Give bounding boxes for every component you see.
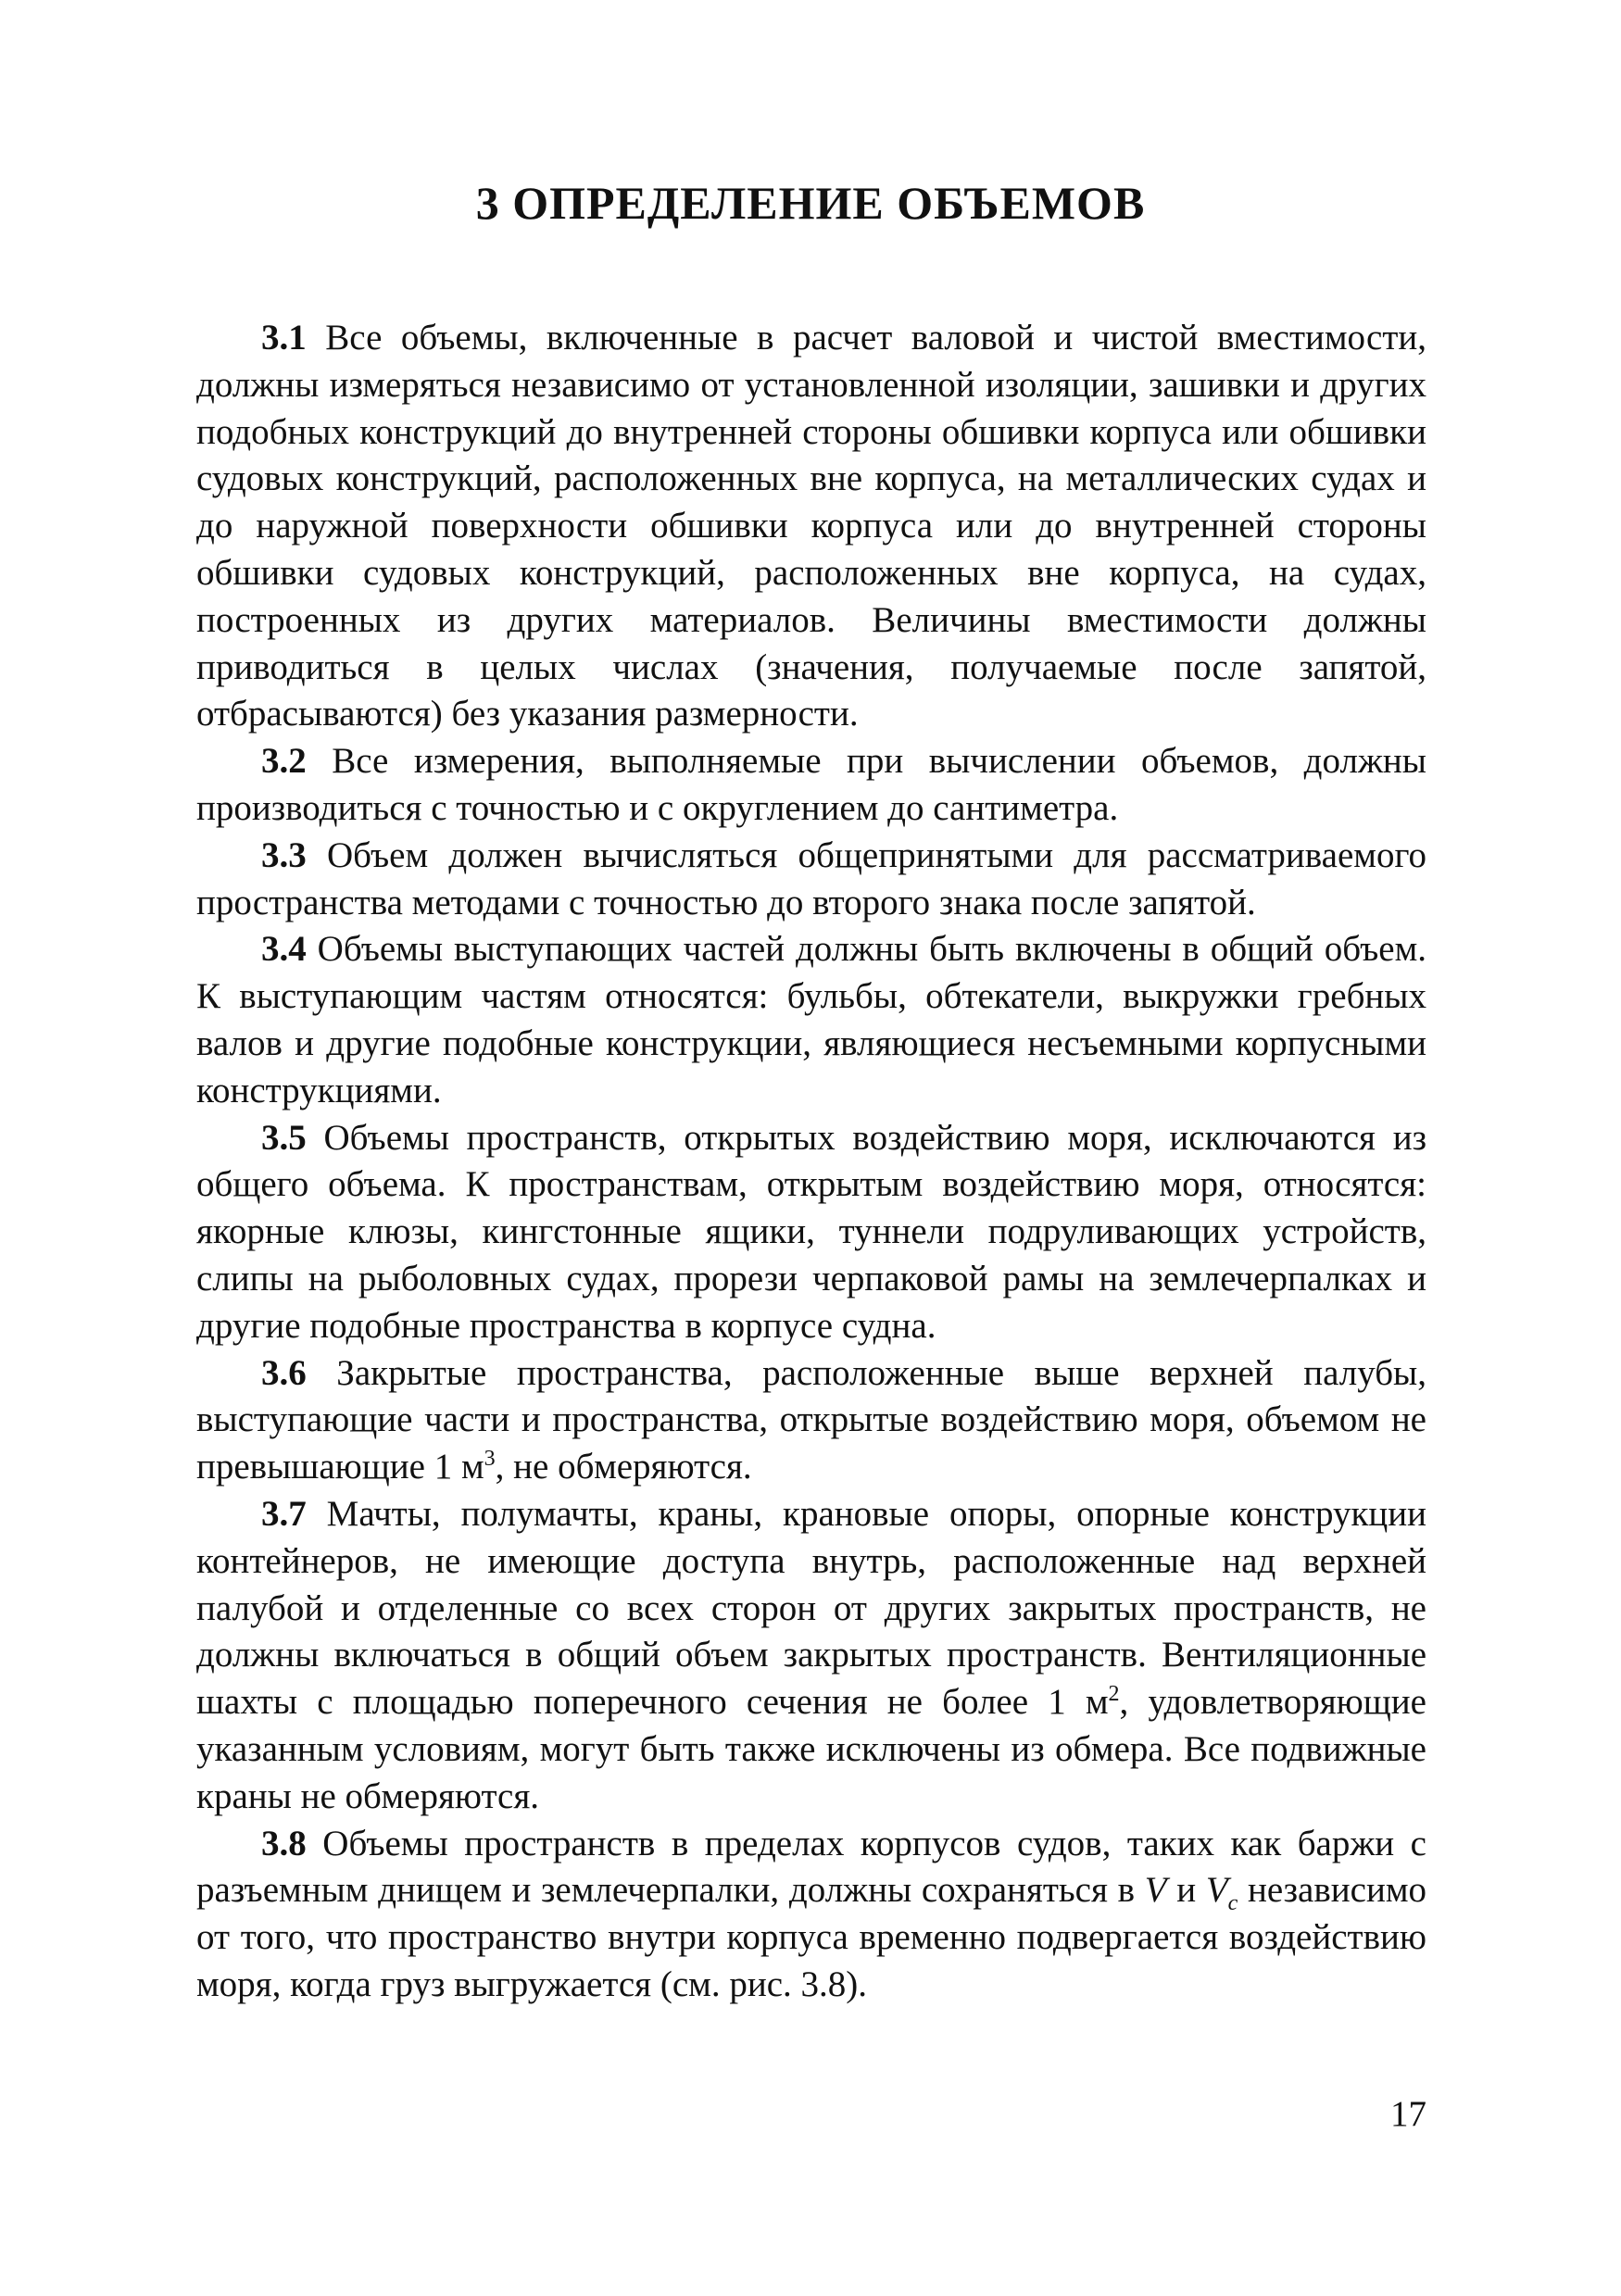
paragraph-3-2 xyxy=(196,738,1426,833)
section-title: 3 ОПРЕДЕЛЕНИЕ ОБЪЕМОВ xyxy=(475,177,1146,229)
paragraph-number: 3.5 xyxy=(261,1117,307,1158)
paragraph-3-6 xyxy=(196,1350,1426,1491)
paragraph-number: 3.7 xyxy=(261,1493,307,1534)
conjunction-text: и xyxy=(1166,1870,1206,1911)
volume-symbol-v: V xyxy=(1144,1870,1167,1911)
paragraph-text-end: , не обмеряются. xyxy=(495,1447,752,1487)
paragraph-number: 3.8 xyxy=(261,1823,307,1863)
paragraph-text-end: , удовлетворяющие указанным условиям, могут быть также исключены из обмера. Все подвижные краны не обмеряются. xyxy=(196,1682,1426,1816)
paragraph-3-5 xyxy=(196,1115,1426,1350)
paragraph-number: 3.4 xyxy=(261,929,307,970)
volume-symbol-vc: V xyxy=(1205,1870,1228,1911)
paragraph-text: Объемы выступающих частей должны быть включены в общий объем. К выступающим частям относятся: бульбы, обтекатели, выкружки гребных валов и другие подобные конструкции, являющиеся несъемными корпусными конструкциями. xyxy=(196,929,1427,1110)
paragraph-number: 3.6 xyxy=(261,1352,307,1393)
paragraph-3-8 xyxy=(196,1821,1426,2009)
unit-exponent: 2 xyxy=(1108,1682,1120,1707)
volume-symbol-subscript: c xyxy=(1227,1891,1238,1916)
paragraph-3-3 xyxy=(196,833,1426,927)
paragraph-text: Объемы пространств, открытых воздействию моря, исключаются из общего объема. К пространствам, открытым воздействию моря, относятся: якорные клюзы, кингстонные ящики, туннели подруливающих устройств, слипы на рыболовных судах, прорези черпаковой рамы на землечерпалках и другие подобные пространства в корпусе судна. xyxy=(196,1117,1427,1346)
paragraph-text: Объемы пространств в пределах корпусов судов, таких как баржи с разъемным днищем и землечерпалки, должны сохраняться в xyxy=(196,1823,1426,1911)
paragraph-3-4 xyxy=(196,926,1426,1114)
paragraph-3-7 xyxy=(196,1491,1426,1821)
page-number: 17 xyxy=(1390,2094,1426,2134)
paragraph-number: 3.3 xyxy=(261,834,307,875)
paragraph-number: 3.1 xyxy=(261,318,307,358)
paragraph-text: Мачты, полумачты, краны, крановые опоры, опорные конструкции контейнеров, не имеющие доступа внутрь, расположенные над верхней палубой и отделенные со всех сторон от других закрытых пространств, не должны включаться в общий объем закрытых пространств. Вентиляционные шахты с площадью поперечного сечения не более 1 м xyxy=(196,1493,1427,1723)
section-body xyxy=(196,315,1426,2009)
paragraph-text: Все измерения, выполняемые при вычислении объемов, должны производиться с точностью и с округлением до сантиметра. xyxy=(196,741,1426,828)
paragraph-text: Закрытые пространства, расположенные выше верхней палубы, выступающие части и пространства, открытые воздействию моря, объемом не превышающие 1 м xyxy=(196,1352,1426,1487)
paragraph-text: Объем должен вычисляться общепринятыми для рассматриваемого пространства методами с точностью до второго знака после запятой. xyxy=(196,834,1426,922)
paragraph-text-end: независимо от того, что пространство внутри корпуса временно подвергается воздействию моря, когда груз выгружается (см. рис. 3.8). xyxy=(196,1870,1427,2004)
paragraph-number: 3.2 xyxy=(261,741,307,782)
unit-exponent: 3 xyxy=(484,1447,496,1472)
paragraph-3-1 xyxy=(196,315,1426,738)
paragraph-text: Все объемы, включенные в расчет валовой и чистой вместимости, должны измеряться независимо от установленной изоляции, зашивки и других подобных конструкций до внутренней стороны обшивки корпуса или обшивки судовых конструкций, расположенных вне корпуса, на металлических судах и до наружной поверхности обшивки корпуса или до внутренней стороны обшивки судовых конструкций, расположенных вне корпуса, на судах, построенных из других материалов. Величины вместимости должны приводиться в целых числах (значения, получаемые после запятой, отбрасываются) без указания размерности. xyxy=(196,318,1426,734)
